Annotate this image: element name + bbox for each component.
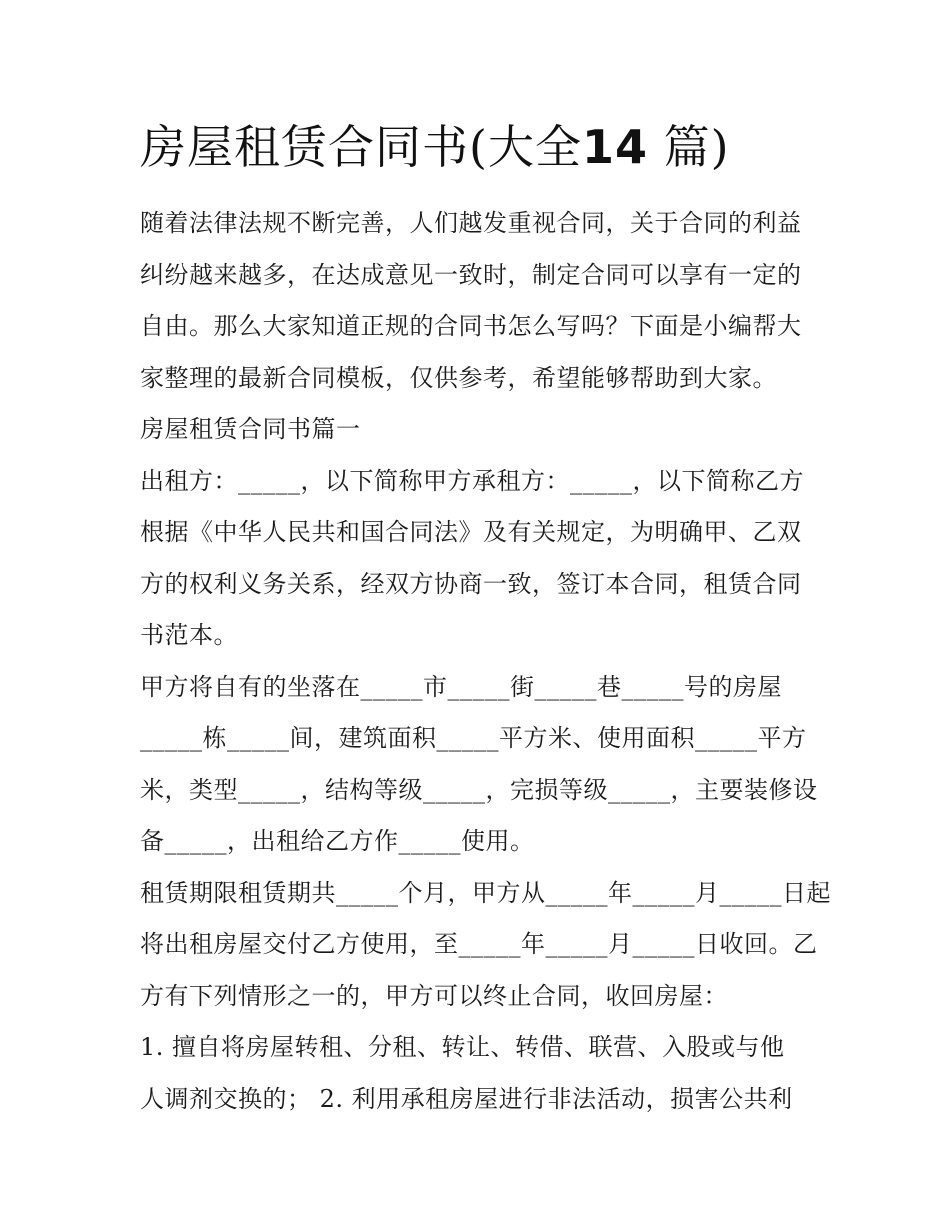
text-line: 备_____，出租给乙方作_____使用。 [140,827,535,855]
text-line: 方的权利义务关系，经双方协商一致，签订本合同，租赁合同 [140,569,802,598]
text-line: 根据《中华人民共和国合同法》及有关规定，为明确甲、乙双 [140,518,802,546]
text-line: 将出租房屋交付乙方使用，至_____年_____月_____日收回。乙 [140,930,818,958]
text-line: 自由。那么大家知道正规的合同书怎么写吗？下面是小编帮大 [140,312,802,340]
document-body [140,198,830,1125]
text-line: 出租方：_____，以下简称甲方承租方：_____，以下简称乙方 [140,466,804,495]
text-line: 家整理的最新合同模板，仅供参考，希望能够帮助到大家。 [140,363,777,392]
text-line: 甲方将自有的坐落在_____市_____街_____巷_____号的房屋 [140,672,782,701]
text-line: 1. 擅自将房屋转租、分租、转让、转借、联营、入股或与他 [140,1033,785,1061]
text-line: 租赁期限租赁期共_____个月，甲方从_____年_____月_____日起 [140,878,831,907]
text-line: 随着法律法规不断完善，人们越发重视合同，关于合同的利益 [140,209,802,237]
text-line: _____栋_____间，建筑面积_____平方米、使用面积_____平方 [140,724,807,752]
title-number: 14 [581,120,648,174]
text-line: 人调剂交换的； 2. 利用承租房屋进行非法活动，损害公共利 [140,1084,793,1113]
text-line: 书范本。 [140,621,238,649]
text-line: 方有下列情形之一的，甲方可以终止合同，收回房屋： [140,981,728,1010]
title-prefix: 房屋租赁合同书(大全 [140,120,582,174]
document-title [140,112,730,182]
section-heading: 房屋租赁合同书篇一 [140,415,361,443]
text-line: 米，类型_____，结构等级_____，完损等级_____，主要装修设 [140,775,818,804]
title-suffix: 篇) [647,120,730,174]
text-line: 纠纷越来越多，在达成意见一致时，制定合同可以享有一定的 [140,260,802,289]
